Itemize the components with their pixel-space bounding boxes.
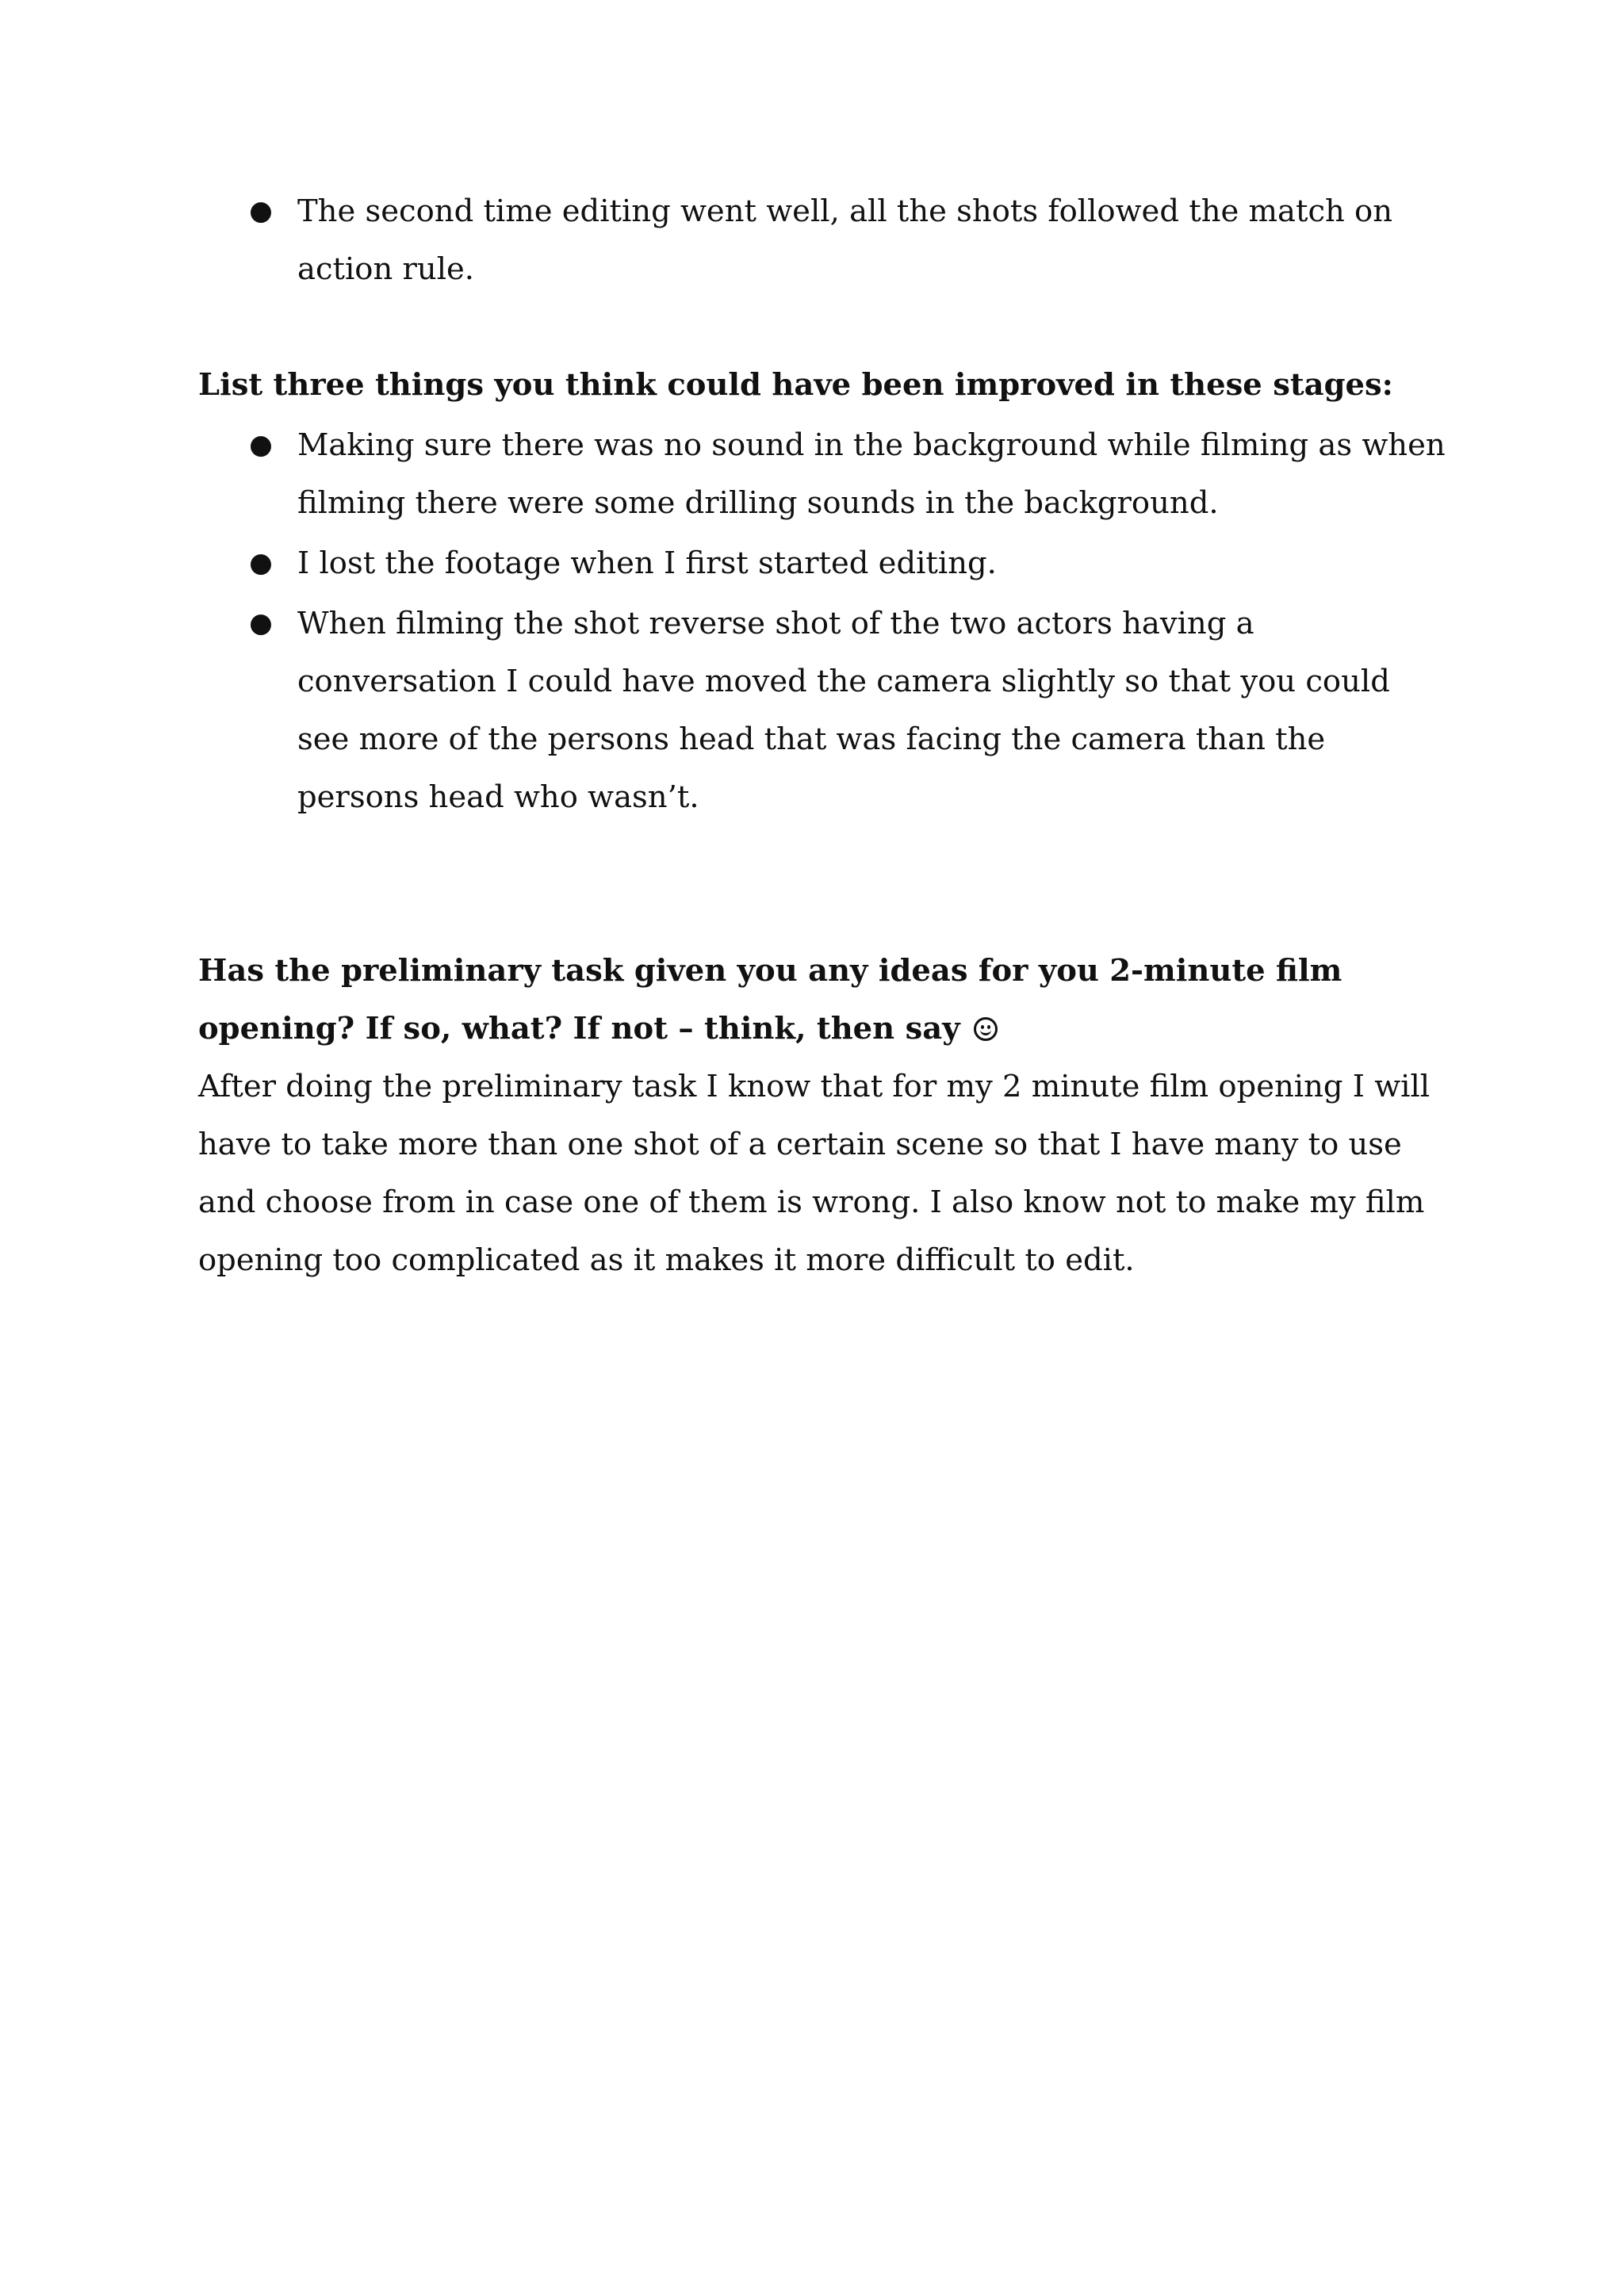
list-item bbox=[198, 595, 1451, 826]
list-item bbox=[198, 416, 1451, 532]
went-well-list bbox=[198, 182, 1451, 298]
list-item-text: When filming the shot reverse shot of the two actors having a conversation I could have moved the camera slightly so that you could see more of the persons head that was facing the camera than the persons head who wasn’t. bbox=[297, 606, 1390, 815]
list-item bbox=[198, 182, 1451, 298]
list-item bbox=[198, 534, 1451, 592]
bullet-icon: ● bbox=[249, 195, 273, 227]
bullet-icon: ● bbox=[249, 607, 273, 639]
list-item-text: Making sure there was no sound in the background while filming as when filming there were some drilling sounds in the background. bbox=[297, 427, 1446, 521]
list-item-text: I lost the footage when I first started editing. bbox=[297, 545, 997, 581]
improvements-list bbox=[198, 416, 1451, 826]
ideas-heading bbox=[198, 942, 1451, 1058]
document-page bbox=[198, 182, 1451, 1289]
smiley-face-icon bbox=[974, 1017, 998, 1041]
bullet-icon: ● bbox=[249, 429, 273, 461]
bullet-icon: ● bbox=[249, 547, 273, 579]
ideas-heading-text: Has the preliminary task given you any ideas for you 2-minute film opening? If so, what? If not – think, then say bbox=[198, 953, 1342, 1047]
ideas-body-paragraph: After doing the preliminary task I know that for my 2 minute film opening I will have to take more than one shot of a certain scene so that I have many to use and choose from in case one of them is wrong. I also know not to make my film opening too complicated as it makes it more difficult to edit. bbox=[198, 1069, 1431, 1278]
improvements-heading: List three things you think could have been improved in these stages: bbox=[198, 367, 1393, 403]
list-item-text: The second time editing went well, all the shots followed the match on action rule. bbox=[297, 193, 1393, 287]
